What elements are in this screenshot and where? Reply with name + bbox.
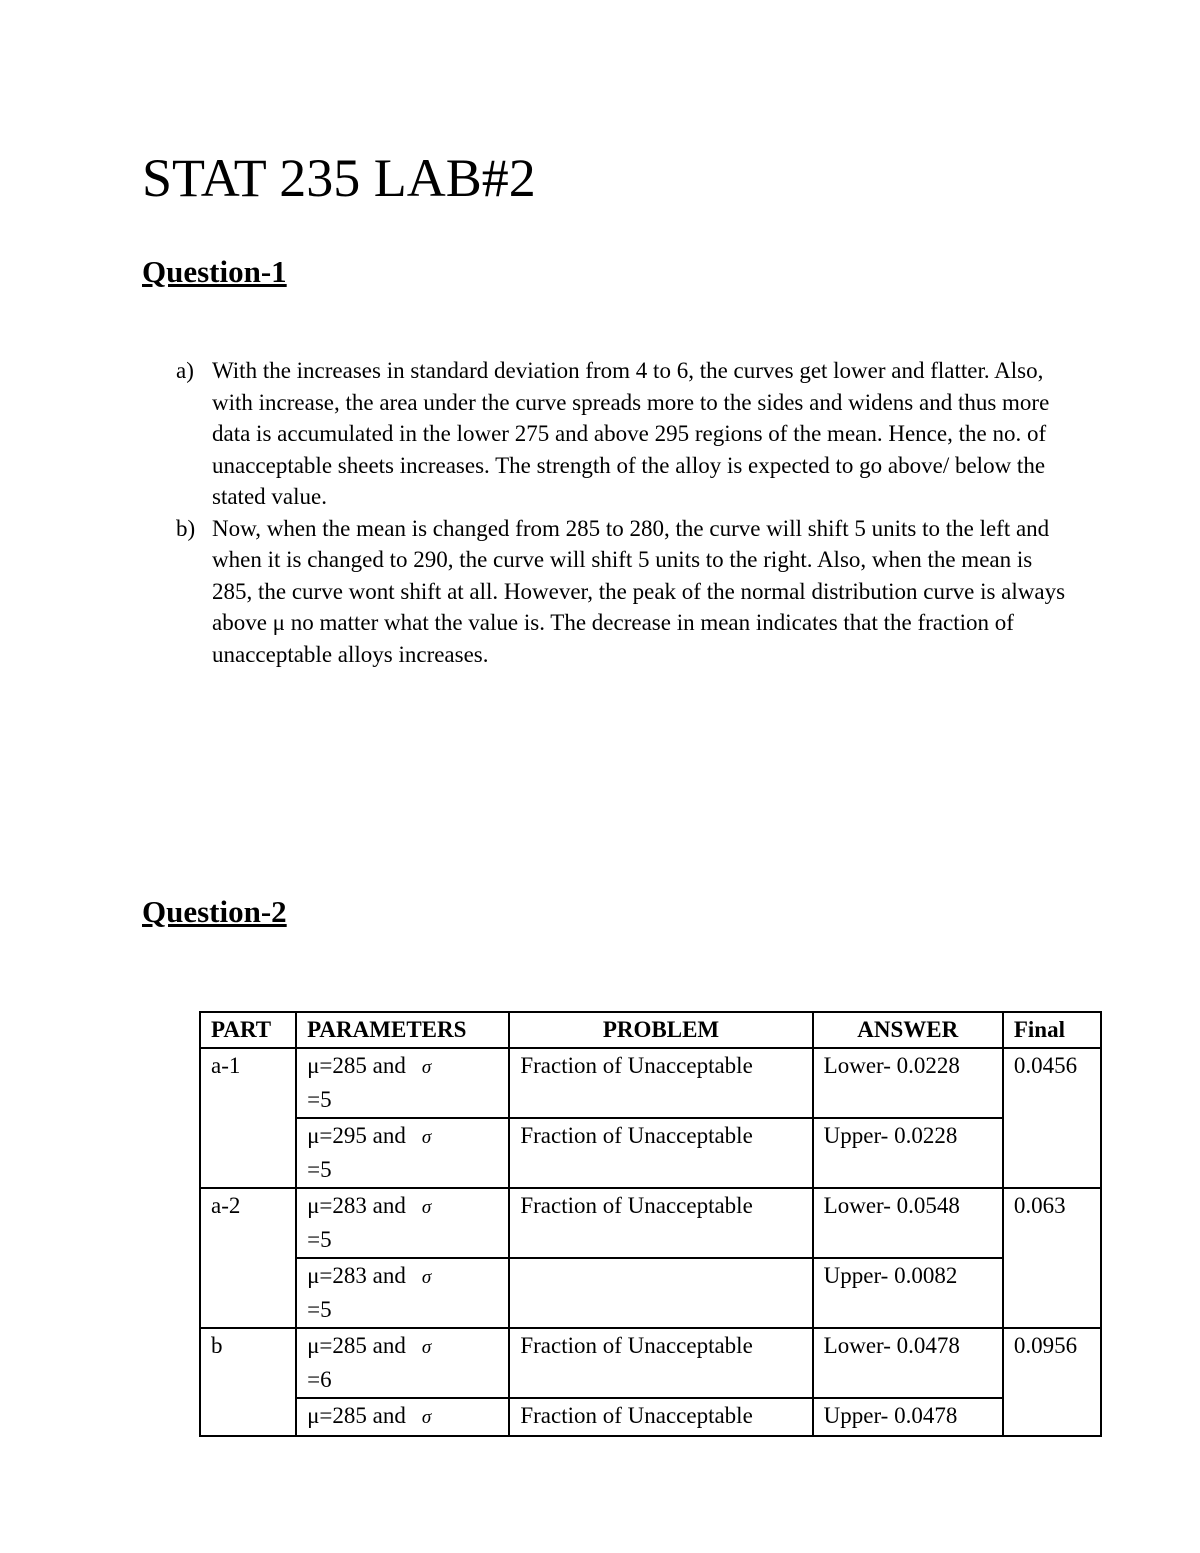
question-2-heading: Question-2 bbox=[142, 894, 287, 929]
answer-text: Now, when the mean is changed from 285 to 280, the curve will shift 5 units to the left and when it is changed to 290, the curve will shift 5 units to the right. Also, when the mean is 285, the curve wont shift at all. However, the peak of the normal distribution curve is always above μ no matter what the value is. The decrease in mean indicates that the fraction of unacceptable alloys increases. bbox=[212, 515, 1066, 667]
results-table bbox=[199, 1011, 1102, 1437]
sigma-symbol: σ bbox=[421, 1407, 432, 1428]
table-row bbox=[200, 1188, 1101, 1258]
parameters-cell: μ=285 and σ =5 bbox=[296, 1048, 509, 1118]
sigma-symbol: σ bbox=[421, 1057, 432, 1078]
header-part: PART bbox=[200, 1012, 296, 1048]
parameters-cell: μ=283 and σ =5 bbox=[296, 1188, 509, 1258]
question-1-heading: Question-1 bbox=[142, 254, 287, 289]
problem-cell: Fraction of Unacceptable bbox=[509, 1118, 812, 1188]
parameters-cell: μ=283 and σ =5 bbox=[296, 1258, 509, 1328]
table-header-row bbox=[200, 1012, 1101, 1048]
answer-marker: b) bbox=[176, 515, 196, 541]
sigma-symbol: σ bbox=[421, 1267, 432, 1288]
final-cell: 0.0956 bbox=[1003, 1328, 1101, 1436]
answer-cell: Upper- 0.0082 bbox=[813, 1258, 1003, 1328]
question-1-answers bbox=[176, 355, 1076, 670]
part-cell: a-1 bbox=[200, 1048, 296, 1188]
header-final: Final bbox=[1003, 1012, 1101, 1048]
table-row bbox=[200, 1048, 1101, 1118]
table-row bbox=[200, 1328, 1101, 1398]
final-cell: 0.0456 bbox=[1003, 1048, 1101, 1188]
table-row bbox=[200, 1118, 1101, 1188]
page-title: STAT 235 LAB#2 bbox=[142, 148, 536, 208]
table-row bbox=[200, 1398, 1101, 1436]
header-answer: ANSWER bbox=[813, 1012, 1003, 1048]
problem-cell: Fraction of Unacceptable bbox=[509, 1188, 812, 1258]
answer-item-a bbox=[176, 355, 1076, 513]
problem-cell: Fraction of Unacceptable bbox=[509, 1398, 812, 1436]
problem-cell: Fraction of Unacceptable bbox=[509, 1048, 812, 1118]
parameters-cell: μ=285 and σ =6 bbox=[296, 1328, 509, 1398]
sigma-symbol: σ bbox=[421, 1197, 432, 1218]
answer-cell: Lower- 0.0548 bbox=[813, 1188, 1003, 1258]
problem-cell bbox=[509, 1258, 812, 1328]
answer-item-b bbox=[176, 513, 1076, 671]
header-parameters: PARAMETERS bbox=[296, 1012, 509, 1048]
sigma-symbol: σ bbox=[421, 1127, 432, 1148]
table-row bbox=[200, 1258, 1101, 1328]
parameters-cell: μ=295 and σ =5 bbox=[296, 1118, 509, 1188]
final-cell: 0.063 bbox=[1003, 1188, 1101, 1328]
answer-marker: a) bbox=[176, 358, 194, 383]
answer-cell: Lower- 0.0478 bbox=[813, 1328, 1003, 1398]
answer-cell: Upper- 0.0478 bbox=[813, 1398, 1003, 1436]
answer-cell: Upper- 0.0228 bbox=[813, 1118, 1003, 1188]
part-cell: a-2 bbox=[200, 1188, 296, 1328]
sigma-symbol: σ bbox=[421, 1337, 432, 1358]
header-problem: PROBLEM bbox=[509, 1012, 812, 1048]
problem-cell: Fraction of Unacceptable bbox=[509, 1328, 812, 1398]
answer-text: With the increases in standard deviation from 4 to 6, the curves get lower and flatter. Also, with increase, the area under the curve spreads more to the sides and widens and thus more data is accumulated in the lower 275 and above 295 regions of the mean. Hence, the no. of unacceptable sheets increases. The strength of the alloy is expected to go above/ below the stated value. bbox=[212, 358, 1050, 509]
part-cell: b bbox=[200, 1328, 296, 1436]
answer-cell: Lower- 0.0228 bbox=[813, 1048, 1003, 1118]
parameters-cell: μ=285 and σ bbox=[296, 1398, 509, 1436]
